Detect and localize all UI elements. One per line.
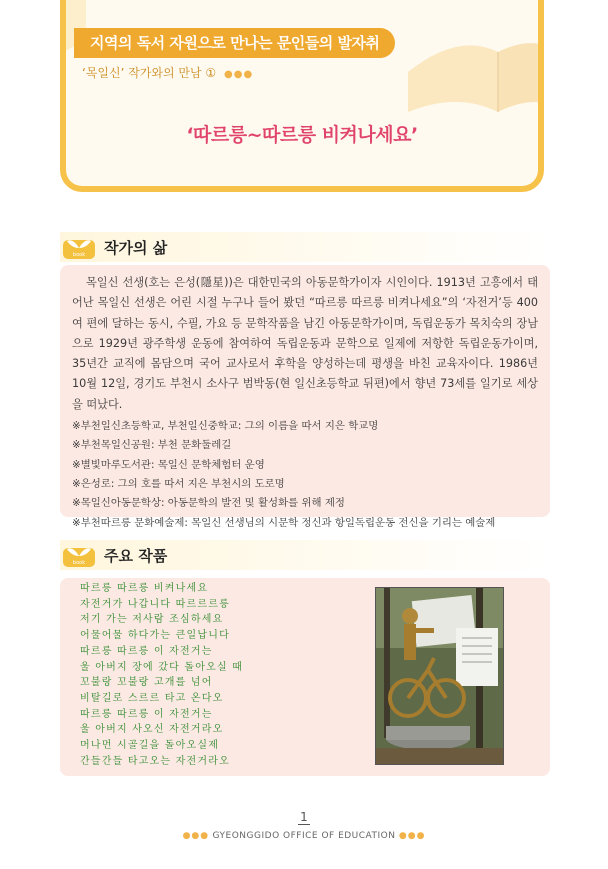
series-title: 지역의 독서 자원으로 만나는 문인들의 발자취 [74, 28, 395, 58]
works-section-header [60, 540, 550, 570]
poem [80, 581, 243, 769]
poem-line: 저기 가는 저사람 조심하세요 [80, 614, 224, 626]
subtitle-text: ‘목일신’ 작가와의 만남 ① [82, 66, 217, 80]
poem-line: 울 아버지 사오신 자전거라오 [80, 724, 224, 736]
poem-line: 간들간들 타고오는 자전거라오 [80, 755, 230, 767]
footer-org: GYEONGGIDO OFFICE OF EDUCATION [212, 831, 396, 841]
svg-text:book: book [72, 252, 86, 258]
poem-line: 따르릉 따르릉 이 자전거는 [80, 645, 213, 657]
bicycle-statue-photo [375, 587, 504, 765]
subtitle-dots-icon: ●●● [224, 69, 254, 80]
poem-line: 울 아버지 장에 갔다 돌아오실 때 [80, 661, 244, 673]
life-section-header [60, 232, 550, 262]
footer-dots-left-icon: ●●● [182, 831, 210, 841]
poem-line: 따르릉 따르릉 비켜나세요 [80, 583, 209, 594]
works-box [60, 578, 550, 776]
poem-line: 머나먼 시골길을 돌아오실제 [80, 740, 220, 752]
notes-list [72, 417, 538, 533]
banner-subtitle [82, 64, 253, 81]
footer-dots-right-icon: ●●● [398, 831, 426, 841]
page-number-text: 1 [300, 810, 308, 824]
poem-line: 어물어물 하다가는 큰일납니다 [80, 630, 230, 642]
note-item: ※은성로: 그의 호를 따서 지은 부천시의 도로명 [72, 477, 285, 490]
note-item: ※별빛마루도서관: 목일신 문학체험터 운영 [72, 458, 265, 471]
poem-line: 따르릉 따르릉 이 자전거는 [80, 708, 213, 720]
section-title: 주요 작품 [104, 547, 168, 565]
statue-illustration [376, 588, 503, 764]
note-item: ※부천일신초등학교, 부천일신중학교: 그의 이름을 따서 지은 학교명 [72, 420, 379, 433]
poem-line: 꼬불랑 꼬불랑 고개를 넘어 [80, 677, 213, 689]
section-title: 작가의 삶 [104, 239, 168, 257]
sprout-book-icon [62, 234, 96, 260]
header-banner [60, 0, 544, 192]
biography-box [60, 265, 550, 529]
poem-line: 자전거가 나갑니다 따르르르릉 [80, 598, 230, 610]
note-item: ※부천따르릉 문화예술제: 목일신 선생님의 시문학 정신과 항일독립운동 전신을 기리는 예술제 [72, 516, 496, 529]
page-number [0, 810, 608, 824]
poem-line: 비탈길로 스르르 타고 온다오 [80, 692, 224, 704]
note-item: ※부천목일신공원: 부천 문화둘레길 [72, 439, 232, 452]
biography-text: 목일신 선생(호는 은성(隱星))은 대한민국의 아동문학가이자 시인이다. 1913년 고흥에서 태어난 목일신 선생은 어린 시절 누구나 들어 봤던 “따르릉 따르릉 비켜나세요”의 ‘자전거’등 400여 편에 달하는 동시, 수필, 가요 등 문학작품을 남긴 아동문학가이며, 독립운동가 목치숙의 장남으로 1929년 광주학생 운동에 참여하여 독립운동과 문학으로 일제에 저항한 독립운동가이며, 35년간 교직에 몸담으며 국어 교사로서 후학을 양성하는데 평생을 바친 교육자이다. 1986년 10월 12일, 경기도 부천시 소사구 범박동(현 일신초등학교 뒤편)에서 향년 73세를 일기로 세상을 떠났다. [72, 276, 538, 411]
note-item: ※목일신아동문학상: 아동문학의 발전 및 활성화를 위해 제정 [72, 497, 345, 510]
svg-text:book: book [72, 560, 86, 566]
main-title: ‘따르릉~따르릉 비켜나세요’ [186, 124, 418, 146]
sprout-book-icon [62, 542, 96, 568]
book-illustration [398, 12, 544, 122]
footer [0, 831, 608, 841]
